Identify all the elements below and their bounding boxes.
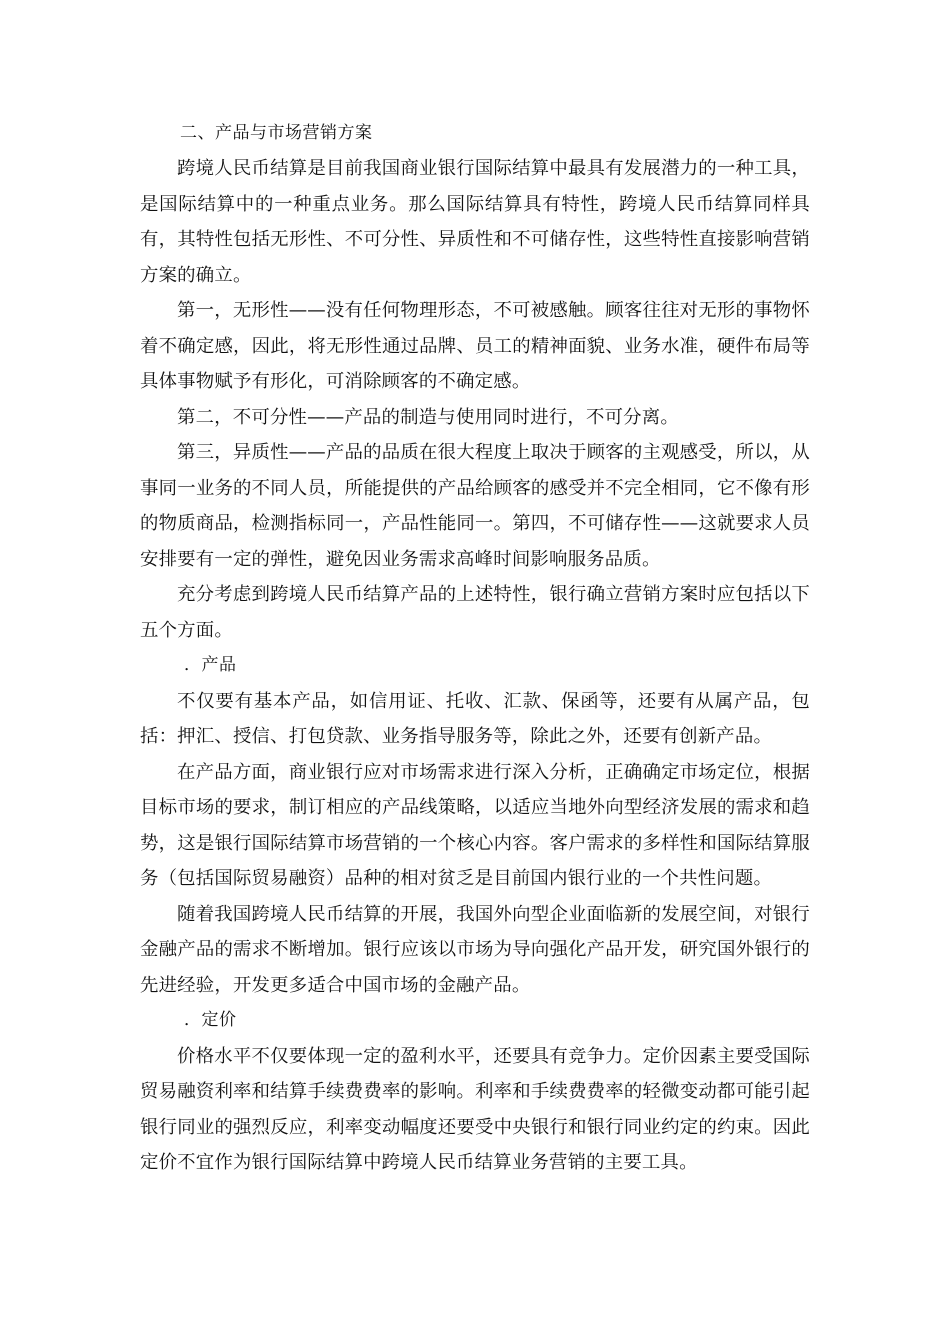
paragraph-five-aspects: 充分考虑到跨境人民币结算产品的上述特性，银行确立营销方案时应包括以下五个方面。 — [140, 584, 810, 641]
section-title: 二、产品与市场营销方案 — [180, 123, 373, 143]
paragraph-inseparability: 第二，不可分性——产品的制造与使用同时进行，不可分离。 — [177, 406, 679, 428]
paragraph-product-development: 随着我国跨境人民币结算的开展，我国外向型企业面临新的发展空间，对银行金融产品的需求不断增加。银行应该以市场为导向强化产品开发，研究国外银行的先进经验，开发更多适合中国市场的金融产品。 — [140, 903, 810, 996]
sub-heading-product: ．产品 — [184, 655, 237, 675]
paragraph-intangibility: 第一，无形性——没有任何物理形态，不可被感触。顾客往往对无形的事物怀着不确定感，因此，将无形性通过品牌、员工的精神面貌、业务水准，硬件布局等具体事物赋予有形化，可消除顾客的不确定感。 — [140, 300, 810, 392]
paragraph-heterogeneity: 第三，异质性——产品的品质在很大程度上取决于顾客的主观感受，所以，从事同一业务的不同人员，所能提供的产品给顾客的感受并不完全相同，它不像有形的物质商品，检测指标同一，产品性能同一。第四，不可储存性——这就要求人员安排要有一定的弹性，避免因业务需求高峰时间影响服务品质。 — [140, 442, 810, 570]
paragraph-product-types: 不仅要有基本产品，如信用证、托收、汇款、保函等，还要有从属产品，包括：押汇、授信、打包贷款、业务指导服务等，除此之外，还要有创新产品。 — [140, 690, 810, 747]
paragraph-intro: 跨境人民币结算是目前我国商业银行国际结算中最具有发展潜力的一种工具，是国际结算中的一种重点业务。那么国际结算具有特性，跨境人民币结算同样具有，其特性包括无形性、不可分性、异质性和不可储存性，这些特性直接影响营销方案的确立。 — [140, 158, 810, 286]
document-page — [140, 116, 810, 1181]
paragraph-pricing: 价格水平不仅要体现一定的盈利水平，还要具有竞争力。定价因素主要受国际贸易融资利率和结算手续费费率的影响。利率和手续费费率的轻微变动都可能引起银行同业的强烈反应，利率变动幅度还要受中央银行和银行同业约定的约束。因此定价不宜作为银行国际结算中跨境人民币结算业务营销的主要工具。 — [140, 1045, 810, 1173]
sub-heading-pricing: ．定价 — [184, 1010, 237, 1030]
paragraph-product-strategy: 在产品方面，商业银行应对市场需求进行深入分析，正确确定市场定位，根据目标市场的要求，制订相应的产品线策略，以适应当地外向型经济发展的需求和趋势，这是银行国际结算市场营销的一个核心内容。客户需求的多样性和国际结算服务（包括国际贸易融资）品种的相对贫乏是目前国内银行业的一个共性问题。 — [140, 761, 810, 889]
